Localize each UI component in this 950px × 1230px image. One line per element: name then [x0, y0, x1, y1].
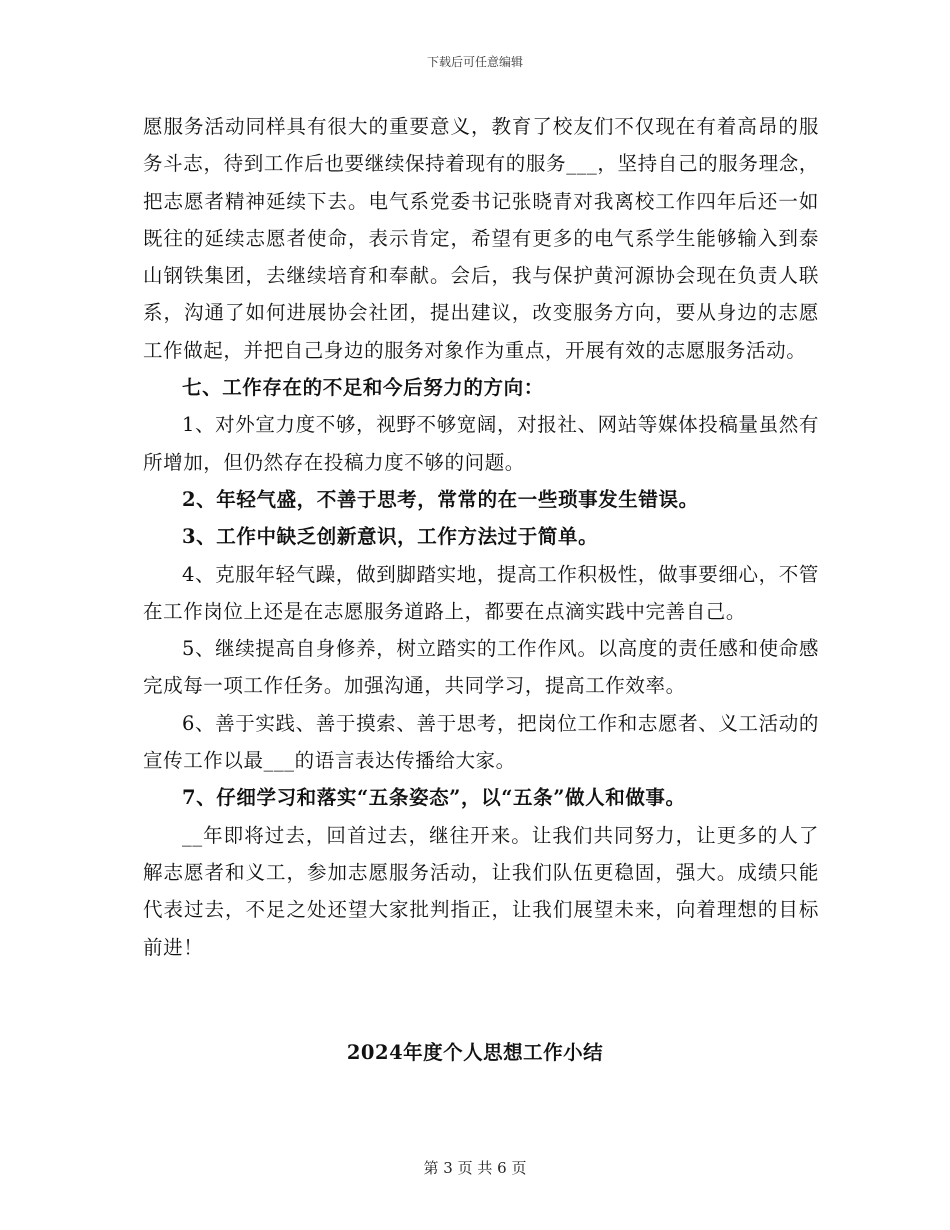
list-item-4: 4、克服年轻气躁，做到脚踏实地，提高工作积极性，做事要细心，不管在工作岗位上还是在志愿服务道路上，都要在点滴实践中完善自己。	[143, 562, 819, 623]
next-document-title: 2024年度个人思想工作小结	[346, 1041, 604, 1064]
list-item-5: 5、继续提高自身修养，树立踏实的工作作风。以高度的责任感和使命感完成每一项工作任务。加强沟通，共同学习，提高工作效率。	[143, 637, 819, 698]
page-header-note: 下载后可任意编辑	[426, 55, 523, 69]
list-item-7: 7、仔细学习和落实“五条姿态”，以“五条”做人和做事。	[182, 786, 686, 810]
document-body	[143, 108, 819, 966]
list-item-1: 1、对外宣力度不够，视野不够宽阔，对报社、网站等媒体投稿量虽然有所增加，但仍然存在投稿力度不够的问题。	[143, 413, 819, 474]
paragraph-conclusion: __年即将过去，回首过去，继往开来。让我们共同努力，让更多的人了解志愿者和义工，参加志愿服务活动，让我们队伍更稳固，强大。成绩只能代表过去，不足之处还望大家批判指正，让我们展望未来，向着理想的目标前进！	[143, 823, 819, 959]
list-item-2: 2、年轻气盛，不善于思考，常常的在一些琐事发生错误。	[182, 487, 699, 511]
list-item-3: 3、工作中缺乏创新意识，工作方法过于简单。	[182, 525, 599, 549]
page-footer-page-number: 第 3 页 共 6 页	[423, 1159, 527, 1177]
paragraph-volunteer-significance: 愿服务活动同样具有很大的重要意义，教育了校友们不仅现在有着高昂的服务斗志，待到工作后也要继续保持着现有的服务___，坚持自己的服务理念，把志愿者精神延续下去。电气系党委书记张晓青对我离校工作四年后还一如既往的延续志愿者使命，表示肯定，希望有更多的电气系学生能够输入到泰山钢铁集团，去继续培育和奉献。会后，我与保护黄河源协会现在负责人联系，沟通了如何进展协会社团，提出建议，改变服务方向，要从身边的志愿工作做起，并把自己身边的服务对象作为重点，开展有效的志愿服务活动。	[143, 115, 819, 362]
list-item-6: 6、善于实践、善于摸索、善于思考，把岗位工作和志愿者、义工活动的宣传工作以最___的语言表达传播给大家。	[143, 711, 819, 773]
section-heading-shortcomings: 七、工作存在的不足和今后努力的方向：	[182, 376, 544, 400]
